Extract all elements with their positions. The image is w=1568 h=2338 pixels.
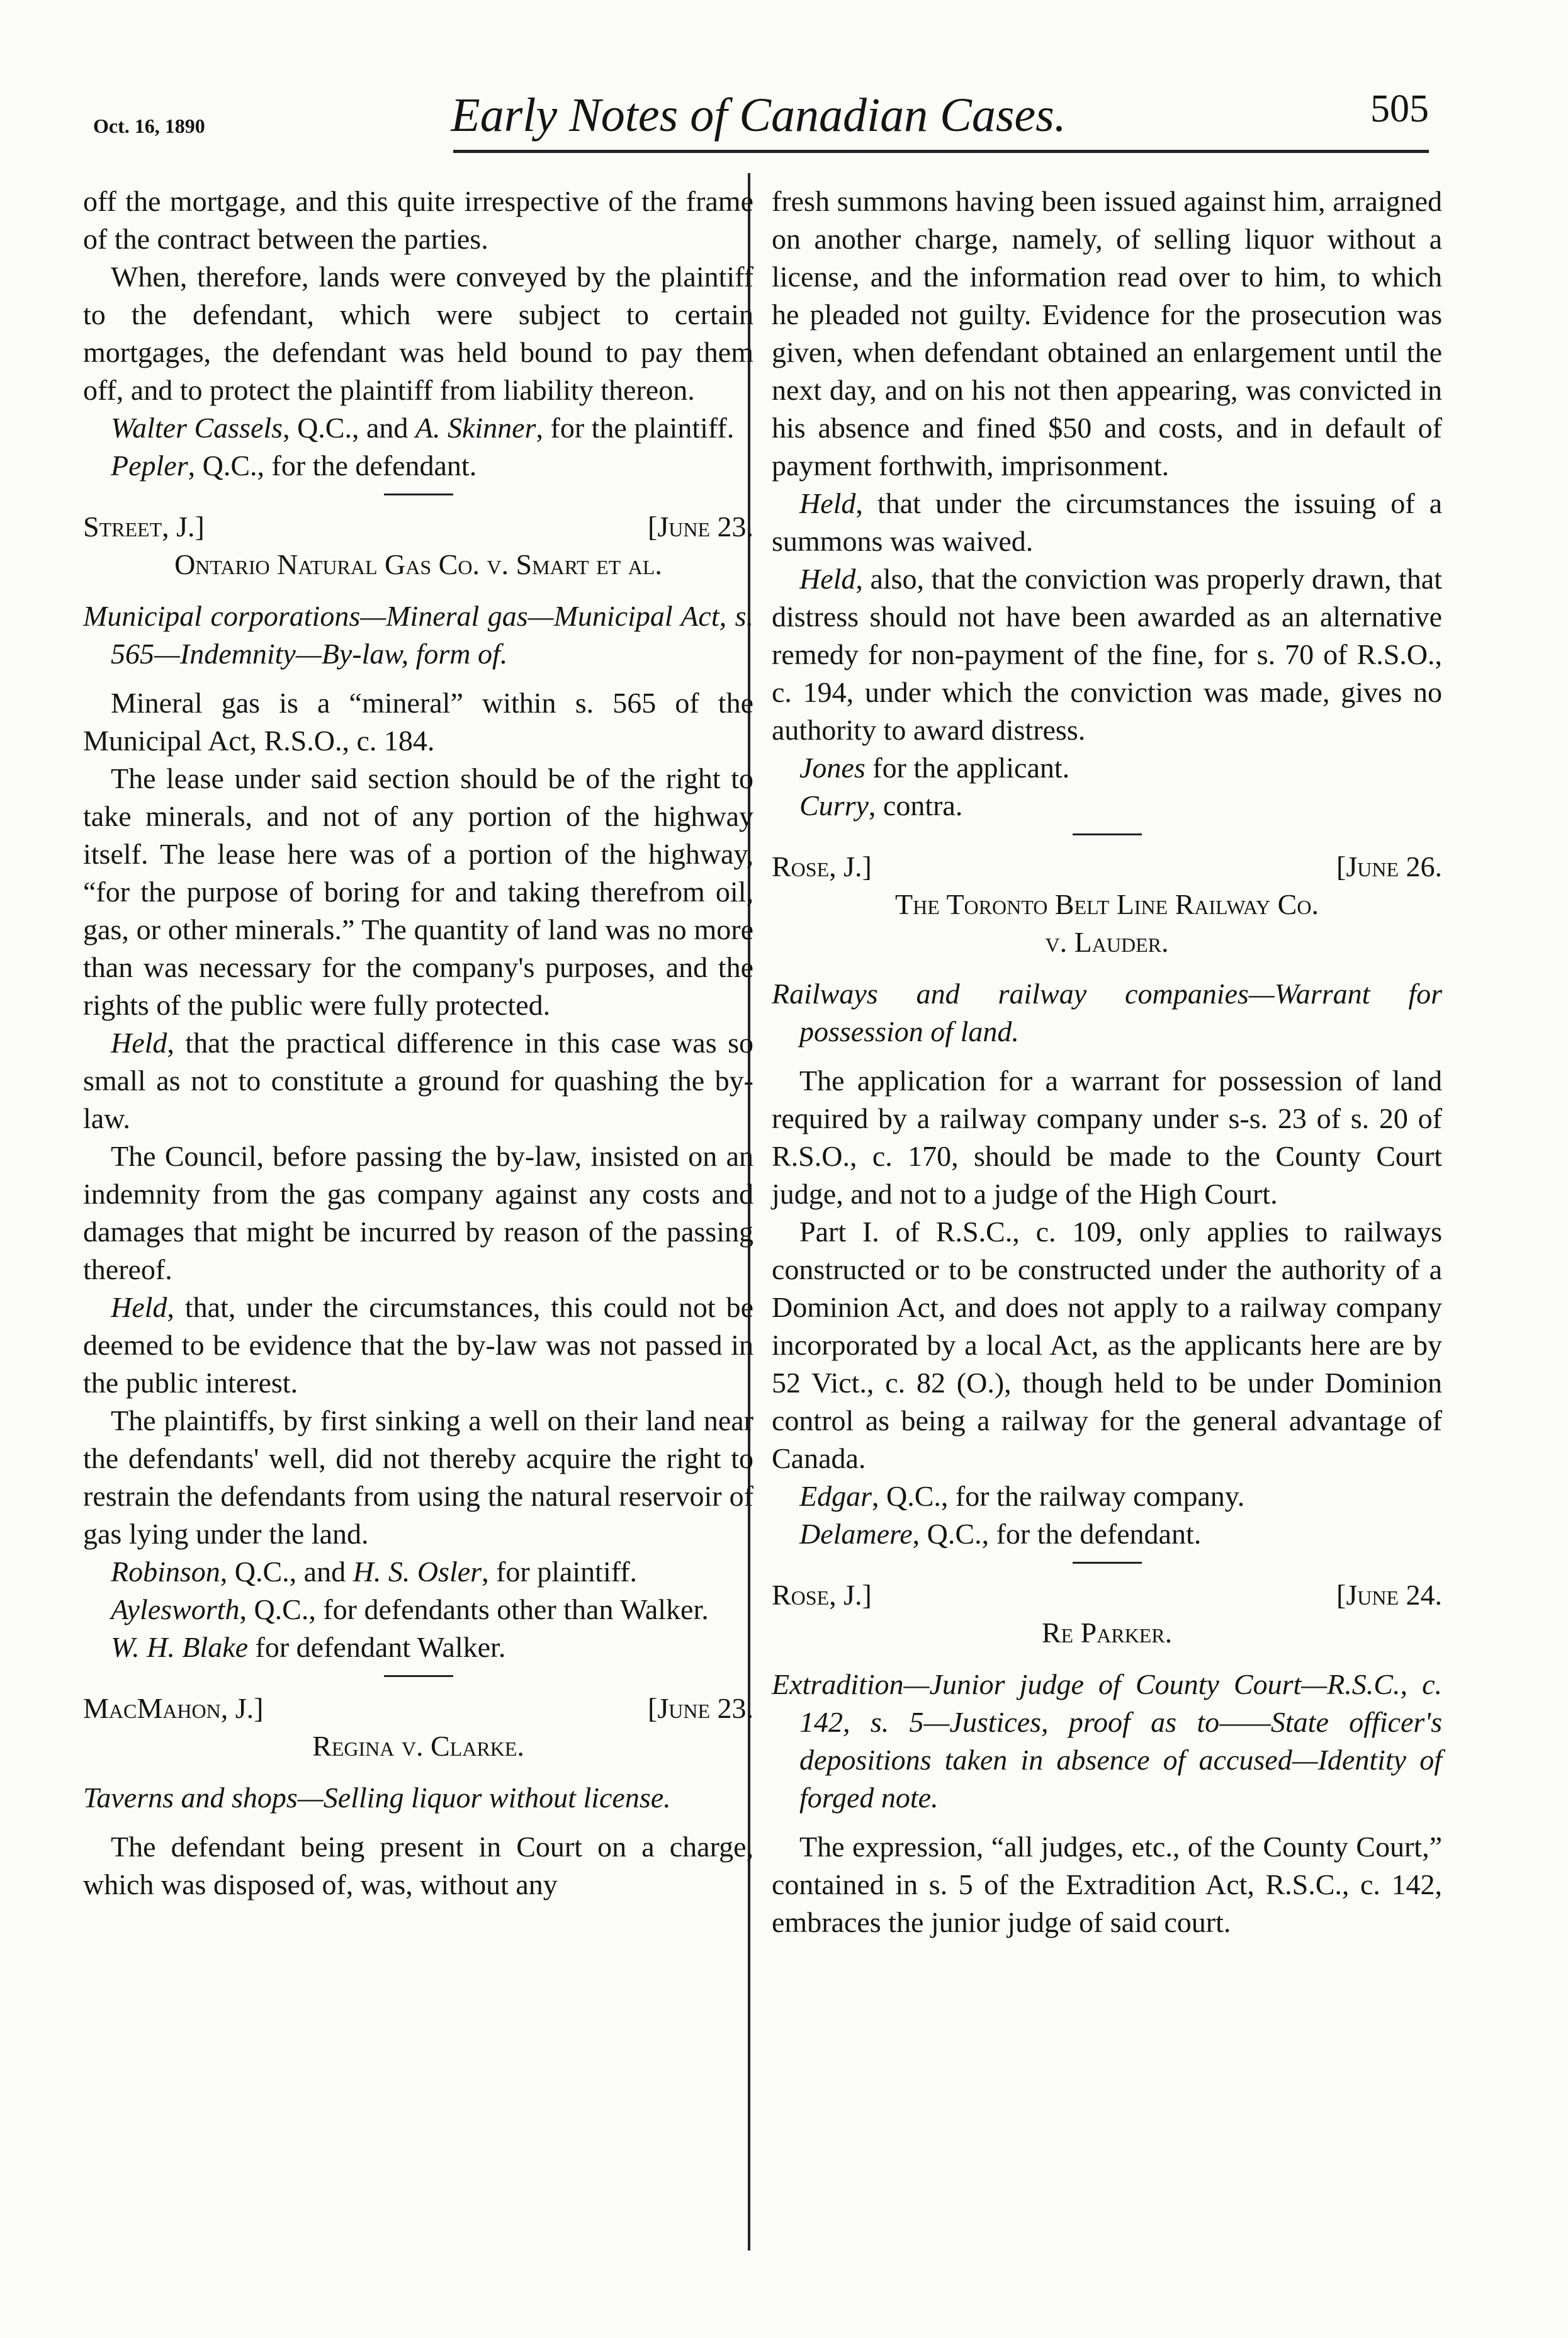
paragraph: fresh summons having been issued against him, arraigned on another charge, namely, of selling liquor without a license, and the information read over to him, to which he pleaded not guilty. Evidence for the prosecution was given, when defendant obtained an enlargement until the next day, and on his not then appearing, was convicted in his absence and fined $50 and costs, and in default of payment forthwith, imprisonment. [772,185,1442,482]
running-title: Early Notes of Canadian Cases. [451,89,1066,142]
case-topic: Taverns and shops—Selling liquor without license. [83,1782,671,1814]
page-header [88,82,1429,157]
paragraph: Mineral gas is a “mineral” within s. 565 of the Municipal Act, R.S.O., c. 184. [83,687,753,757]
judge-line: Street, J.] [June 23. [83,511,753,543]
paragraph: The lease under said section should be of the right to take minerals, and not of any portion of the highway itself. The lease here was of a portion of the highway, “for the purpose of boring for and taking therefrom oil, gas, or other minerals.” The quantity of land was no more than was necessary for the company's purposes, and the rights of the public were fully protected. [83,762,753,1021]
paragraph: The application for a warrant for possession of land required by a railway company under s-s. 23 of s. 20 of R.S.O., c. 170, should be made to the County Court judge, and not to a judge of the High Court. [772,1065,1442,1210]
judge-line: MacMahon, J.] [June 23. [83,1692,753,1724]
counsel-line: Delamere, Q.C., for the defendant. [799,1518,1202,1550]
counsel-line: Robinson, Q.C., and H. S. Osler, for plaintiff. [111,1556,638,1588]
case-title: v. Lauder. [1045,926,1169,958]
judge-line: Rose, J.] [June 26. [772,850,1442,883]
case-topic: Extradition—Junior judge of County Court—R.S.C., c. 142, s. 5—Justices, proof as to——State officer's depositions taken in absence of accused—Identity of forged note. [772,1668,1442,1814]
left-column [83,183,753,1904]
counsel-line: Walter Cassels, Q.C., and A. Skinner, for the plaintiff. [111,412,735,444]
paragraph: When, therefore, lands were conveyed by the plaintiff to the defendant, which were subject to certain mortgages, the defendant was held bound to pay them off, and to protect the plaintiff from liability thereon. [83,261,753,406]
counsel-line: Curry, contra. [799,789,963,822]
case-title: The Toronto Belt Line Railway Co. [895,888,1319,920]
paragraph: The expression, “all judges, etc., of the County Court,” contained in s. 5 of the Extradition Act, R.S.C., c. 142, embraces the junior judge of said court. [772,1831,1442,1938]
held-paragraph: Held, that, under the circumstances, this could not be deemed to be evidence that the by-law was not passed in the public interest. [83,1291,753,1399]
counsel-line: Edgar, Q.C., for the railway company. [799,1480,1245,1512]
counsel-line: W. H. Blake for defendant Walker. [111,1631,506,1663]
section-rule [1073,1562,1142,1564]
case-topic: Municipal corporations—Mineral gas—Municipal Act, s. 565—Indemnity—By-law, form of. [83,600,753,670]
header-rule [453,150,1429,153]
issue-date: Oct. 16, 1890 [93,115,205,137]
section-rule [1073,833,1142,835]
judge-line: Rose, J.] [June 24. [772,1579,1442,1611]
counsel-line: Aylesworth, Q.C., for defendants other than Walker. [111,1593,709,1625]
paragraph: The defendant being present in Court on a charge, which was disposed of, was, without any [83,1831,753,1900]
counsel-line: Pepler, Q.C., for the defendant. [111,449,477,482]
case-title: Re Parker. [1041,1617,1173,1649]
held-paragraph: Held, also, that the conviction was properly drawn, that distress should not have been awarded as an alternative remedy for non-payment of the fine, for s. 70 of R.S.O., c. 194, under which the conviction was made, gives no authority to award distress. [772,563,1442,746]
section-rule [384,1675,453,1677]
case-title: Regina v. Clarke. [312,1730,524,1762]
held-paragraph: Held, that under the circumstances the issuing of a summons was waived. [772,487,1442,557]
case-title: Ontario Natural Gas Co. v. Smart et al. [174,548,662,580]
paragraph: The plaintiffs, by first sinking a well on their land near the defendants' well, did not thereby acquire the right to restrain the defendants from using the natural reservoir of gas lying under the land. [83,1404,753,1550]
counsel-line: Jones for the applicant. [799,752,1070,784]
right-column [772,183,1442,1941]
paragraph: The Council, before passing the by-law, insisted on an indemnity from the gas company against any costs and damages that might be incurred by reason of the passing thereof. [83,1140,753,1285]
section-rule [384,494,453,495]
case-topic: Railways and railway companies—Warrant for possession of land. [772,978,1442,1048]
paragraph: Part I. of R.S.C., c. 109, only applies to railways constructed or to be constructed under the authority of a Dominion Act, and does not apply to a railway company incorporated by a local Act, as the applicants here are by 52 Vict., c. 82 (O.), though held to be under Dominion control as being a railway for the general advantage of Canada. [772,1216,1442,1474]
held-paragraph: Held, that the practical difference in this case was so small as not to constitute a ground for quashing the by-law. [83,1027,753,1134]
paragraph: off the mortgage, and this quite irrespective of the frame of the contract between the parties. [83,185,753,255]
page-number: 505 [1370,88,1429,130]
